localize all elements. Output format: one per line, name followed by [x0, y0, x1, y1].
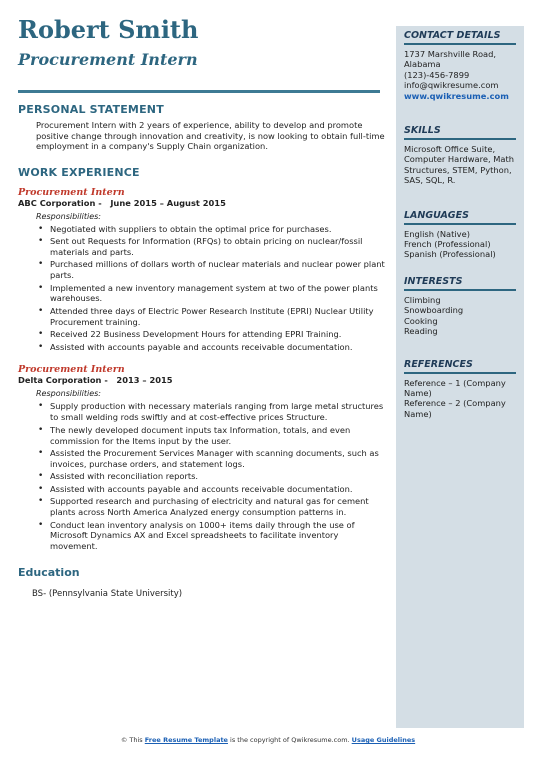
contact-phone: (123)-456-7899	[404, 69, 470, 80]
interests-list	[404, 295, 516, 337]
job-company-dates: Delta Corporation - 2013 – 2015	[18, 375, 173, 386]
work-experience-heading: WORK EXPERIENCE	[18, 165, 140, 179]
interest-item: Snowboarding	[404, 305, 464, 316]
responsibility-item: • Supported research and purchasing of electricity and natural gas for cement plants across North America Analyzed energy consumption patterns in.	[50, 496, 388, 518]
education-heading: Education	[18, 566, 80, 580]
contact-address-line1: 1737 Marshville Road,	[404, 49, 497, 59]
responsibilities-label: Responsibilities:	[36, 211, 101, 221]
contact-details	[404, 49, 516, 101]
responsibilities-list	[18, 401, 388, 552]
job-title: Procurement Intern	[18, 186, 125, 198]
responsibility-item: • Received 22 Business Development Hours for attending EPRI Training.	[50, 329, 388, 340]
candidate-title: Procurement Intern	[18, 50, 198, 69]
personal-statement-text: Procurement Intern with 2 years of experience, ability to develop and promote positive change through innovation and creativity, is now looking to obtain full-time employment in a company's Supply Chain organization.	[36, 120, 385, 151]
contact-website-link[interactable]: www.qwikresume.com	[404, 90, 509, 101]
responsibility-item: • Supply production with necessary materials ranging from large metal structures to small welding rods swiftly and at cost-effective prices Structure.	[50, 401, 388, 423]
interest-item: Reading	[404, 326, 438, 337]
free-resume-template-link[interactable]: Free Resume Template	[144, 736, 228, 744]
education-degree: BS- (Pennsylvania State University)	[32, 589, 183, 600]
contact-address-line2: Alabama	[404, 59, 441, 70]
responsibility-item: • Assisted with accounts payable and accounts receivable documentation.	[50, 342, 388, 353]
candidate-name: Robert Smith	[18, 15, 199, 44]
jobs-list	[18, 187, 388, 553]
responsibility-item: • Conduct lean inventory analysis on 1000+ items daily through the use of Microsoft Dynamics AX and Excel spreadsheets to facilitate inventory movement.	[50, 520, 388, 553]
personal-statement-heading: PERSONAL STATEMENT	[18, 103, 164, 116]
interest-item: Cooking	[404, 315, 438, 326]
responsibilities-list	[18, 224, 388, 353]
reference-item: Reference – 1 (Company Name)	[404, 377, 506, 398]
responsibility-item: • Negotiated with suppliers to obtain the optimal price for purchases.	[50, 224, 388, 235]
responsibility-item: • Sent out Requests for Information (RFQs) to obtain pricing on nuclear/fossil materials and parts.	[50, 236, 388, 258]
references-list	[404, 378, 516, 420]
usage-guidelines-link[interactable]: Usage Guidelines	[351, 736, 416, 744]
job-company-dates: ABC Corporation - June 2015 – August 2015	[18, 197, 226, 208]
responsibility-item: • Assisted with accounts payable and accounts receivable documentation.	[50, 484, 388, 495]
responsibility-item: • Attended three days of Electric Power Research Institute (EPRI) Nuclear Utility Procurement training.	[50, 306, 388, 328]
reference-item: Reference – 2 (Company Name)	[404, 398, 506, 419]
responsibility-item: • The newly developed document inputs tax Information, totals, and even commission for the Items input by the user.	[50, 425, 388, 447]
skills-text: Microsoft Office Suite, Computer Hardware, Math Structures, STEM, Python, SAS, SQL, R.	[404, 144, 514, 186]
job-title: Procurement Intern	[18, 364, 125, 376]
skills-heading: SKILLS	[404, 125, 516, 140]
header-divider	[18, 90, 380, 93]
responsibility-item: • Implemented a new inventory management system at two of the power plants warehouses.	[50, 283, 388, 305]
language-item: Spanish (Professional)	[404, 249, 496, 260]
references-heading: REFERENCES	[404, 359, 516, 374]
footer-middle: is the copyright of Qwikresume.com.	[227, 736, 352, 744]
language-item: French (Professional)	[404, 239, 491, 250]
contact-email[interactable]: info@qwikresume.com	[404, 80, 499, 91]
responsibility-item: • Purchased millions of dollars worth of nuclear materials and nuclear power plant parts.	[50, 259, 388, 281]
footer	[0, 736, 536, 744]
interests-heading: INTERESTS	[404, 276, 516, 291]
main-column	[18, 16, 388, 599]
footer-prefix: © This	[120, 736, 145, 744]
contact-heading: CONTACT DETAILS	[404, 30, 516, 45]
responsibility-item: • Assisted the Procurement Services Manager with scanning documents, such as invoices, purchase orders, and statement logs.	[50, 448, 388, 470]
responsibilities-label: Responsibilities:	[36, 389, 101, 399]
languages-heading: LANGUAGES	[404, 210, 516, 225]
sidebar	[396, 26, 524, 728]
interest-item: Climbing	[404, 294, 441, 305]
languages-list	[404, 229, 516, 260]
responsibility-item: • Assisted with reconciliation reports.	[50, 471, 388, 482]
language-item: English (Native)	[404, 228, 470, 239]
